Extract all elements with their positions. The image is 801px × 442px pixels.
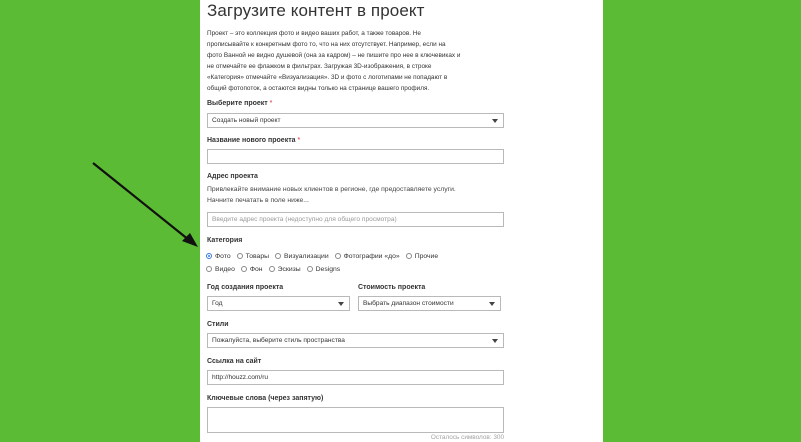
website-label: Ссылка на сайт [207,358,262,365]
category-option-label: Эскизы [277,265,301,273]
category-options-row [206,251,444,261]
chevron-down-icon [492,339,498,343]
address-help-line: Начните печатать в поле ниже... [207,197,309,204]
category-option-label: Визуализации [284,252,329,260]
upload-form-panel [200,0,603,442]
styles-select-value: Пожалуйста, выберите стиль пространства [212,337,345,344]
project-select[interactable] [207,113,504,128]
keywords-textarea[interactable] [207,407,504,433]
category-option-label: Designs [315,265,341,273]
cost-select[interactable] [358,296,501,311]
cost-label: Стоимость проекта [358,284,426,291]
project-select-label [207,100,272,107]
category-option-other[interactable] [406,253,438,260]
radio-icon[interactable] [269,266,275,272]
intro-line: Проект – это коллекция фото и видео ваших работ, а также товаров. Не [207,30,421,37]
intro-text [207,28,503,95]
radio-icon[interactable] [307,266,313,272]
radio-icon[interactable] [206,266,212,272]
category-options-row [206,264,346,274]
cost-select-value: Выбрать диапазон стоимости [363,300,454,307]
radio-checked-icon[interactable] [206,253,212,259]
chevron-down-icon [492,119,498,123]
radio-icon[interactable] [237,253,243,259]
intro-line: прописывайте к конкретным фото то, что на них отсутствует. Например, если на [207,41,446,49]
radio-icon[interactable] [406,253,412,259]
project-name-label-text: Название нового проекта [207,137,296,144]
year-select-value: Год [212,300,223,307]
category-option-label: Видео [215,265,235,273]
styles-label: Стили [207,321,229,328]
address-help [207,184,501,206]
intro-line: не отмечайте ее флажком в фильтрах. Загружая 3D-изображения, в строке [207,63,432,71]
address-help-line: Привлекайте внимание новых клиентов в регионе, где предоставляете услуги. [207,186,456,193]
category-label: Категория [207,237,243,244]
radio-icon[interactable] [335,253,341,259]
category-option-before-photos[interactable] [335,253,400,260]
address-placeholder: Введите адрес проекта (недоступно для общего просмотра) [212,216,397,223]
category-option-designs[interactable] [307,266,341,273]
required-mark: * [269,100,273,107]
styles-select[interactable] [207,333,504,348]
category-option-products[interactable] [237,253,269,260]
category-option-label: Фон [249,265,263,273]
category-option-label: Фотографии «до» [343,252,400,260]
required-mark: * [297,137,301,144]
category-option-sketches[interactable] [269,266,301,273]
category-option-label: Фото [215,252,231,260]
project-select-label-text: Выберите проект [207,100,268,107]
project-select-value: Создать новый проект [212,117,281,124]
project-name-input[interactable] [207,149,504,164]
project-name-label [207,137,300,144]
intro-line: «Категория» отмечайте «Визуализация». 3D и фото с логотипами не попадают в [207,74,448,82]
category-option-label: Товары [245,252,270,260]
category-option-photo[interactable] [206,253,231,260]
intro-line: фото Ванной не видно душевой (она за кадром) – не пишите про нее в ключевиках и [207,52,461,60]
category-option-label: Прочие [414,252,439,260]
chevron-down-icon [338,302,344,306]
keywords-counter: Осталось символов: 300 [430,434,504,441]
address-input[interactable] [207,212,504,227]
intro-line: общий фотопоток, а остаются видны только на странице вашего профиля. [207,85,430,93]
website-input[interactable] [207,370,504,385]
category-option-video[interactable] [206,266,235,273]
category-option-visualizations[interactable] [275,253,329,260]
keywords-label: Ключевые слова (через запятую) [207,395,324,402]
radio-icon[interactable] [275,253,281,259]
address-label: Адрес проекта [207,173,258,180]
year-label: Год создания проекта [207,284,284,291]
chevron-down-icon [489,302,495,306]
year-select[interactable] [207,296,350,311]
category-option-background[interactable] [241,266,263,273]
page-title: Загрузите контент в проект [207,1,425,20]
website-input-value: http://houzz.com/ru [212,374,269,381]
radio-icon[interactable] [241,266,247,272]
